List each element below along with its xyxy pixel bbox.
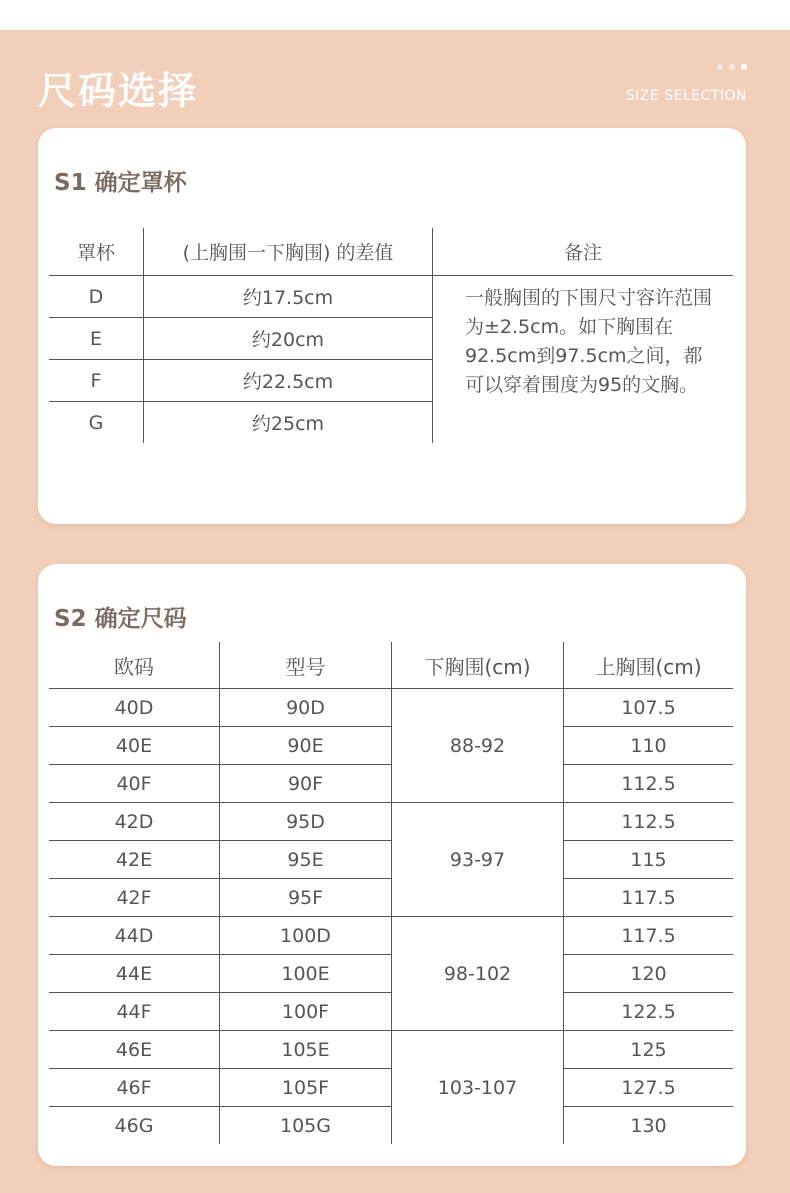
table-row xyxy=(49,1031,733,1069)
model-cell: 90F xyxy=(220,765,392,803)
eu-size-cell: 42E xyxy=(49,841,220,879)
table-row xyxy=(49,689,733,727)
column-header: 下胸围(cm) xyxy=(392,642,564,689)
table-header-row xyxy=(49,642,733,689)
underbust-cell: 98-102 xyxy=(392,917,564,1031)
overbust-cell: 117.5 xyxy=(564,879,734,917)
cup-cell: E xyxy=(49,318,144,360)
cup-cell: D xyxy=(49,276,144,318)
column-header: 欧码 xyxy=(49,642,220,689)
table-row xyxy=(49,955,733,993)
underbust-cell: 88-92 xyxy=(392,689,564,803)
column-header: 上胸围(cm) xyxy=(564,642,734,689)
eu-size-cell: 46E xyxy=(49,1031,220,1069)
model-cell: 90D xyxy=(220,689,392,727)
table-row xyxy=(49,841,733,879)
page-title: 尺码选择 xyxy=(38,69,199,113)
overbust-cell: 120 xyxy=(564,955,734,993)
eu-size-cell: 44E xyxy=(49,955,220,993)
eu-size-cell: 42F xyxy=(49,879,220,917)
table-row xyxy=(49,803,733,841)
model-cell: 95D xyxy=(220,803,392,841)
eu-size-cell: 44D xyxy=(49,917,220,955)
overbust-cell: 122.5 xyxy=(564,993,734,1031)
model-cell: 100F xyxy=(220,993,392,1031)
overbust-cell: 127.5 xyxy=(564,1069,734,1107)
cup-section-title: S1 确定罩杯 xyxy=(54,170,187,196)
diff-cell: 约25cm xyxy=(144,402,433,444)
size-card xyxy=(38,564,746,1166)
dot xyxy=(729,64,735,70)
column-header: 罩杯 xyxy=(49,228,144,276)
model-cell: 105G xyxy=(220,1107,392,1145)
column-header: 型号 xyxy=(220,642,392,689)
cup-cell: G xyxy=(49,402,144,444)
eu-size-cell: 44F xyxy=(49,993,220,1031)
note-cell: 一般胸围的下围尺寸容许范围为±2.5cm。如下胸围在92.5cm到97.5cm之间，都可以穿着围度为95的文胸。 xyxy=(465,287,713,396)
size-table xyxy=(49,642,733,1144)
size-guide-panel xyxy=(0,30,790,1193)
model-cell: 100D xyxy=(220,917,392,955)
cup-table xyxy=(49,228,733,443)
cup-card xyxy=(38,128,746,524)
overbust-cell: 130 xyxy=(564,1107,734,1145)
overbust-cell: 110 xyxy=(564,727,734,765)
pagination-dots xyxy=(717,64,747,70)
model-cell: 105E xyxy=(220,1031,392,1069)
page-subtitle: SIZE SELECTION xyxy=(625,88,747,104)
table-header-row xyxy=(49,228,733,276)
underbust-cell: 103-107 xyxy=(392,1031,564,1145)
overbust-cell: 125 xyxy=(564,1031,734,1069)
overbust-cell: 107.5 xyxy=(621,696,676,719)
table-row xyxy=(49,993,733,1031)
underbust-cell: 93-97 xyxy=(392,803,564,917)
eu-size-cell: 46F xyxy=(49,1069,220,1107)
eu-size-cell: 46G xyxy=(49,1107,220,1145)
cup-cell: F xyxy=(49,360,144,402)
model-cell: 95F xyxy=(220,879,392,917)
table-row xyxy=(49,765,733,803)
table-row xyxy=(49,879,733,917)
model-cell: 100E xyxy=(220,955,392,993)
table-row xyxy=(49,727,733,765)
size-section-title: S2 确定尺码 xyxy=(54,606,187,632)
overbust-cell: 115 xyxy=(564,841,734,879)
column-header: 备注 xyxy=(433,228,734,276)
overbust-cell: 112.5 xyxy=(564,803,734,841)
column-header: (上胸围一下胸围) 的差值 xyxy=(144,228,433,276)
table-row xyxy=(49,1107,733,1145)
dot xyxy=(717,64,723,70)
eu-size-cell: 40F xyxy=(49,765,220,803)
eu-size-cell: 40D xyxy=(49,689,220,727)
diff-cell: 约22.5cm xyxy=(144,360,433,402)
diff-cell: 约17.5cm xyxy=(144,276,433,318)
diff-cell: 约20cm xyxy=(144,318,433,360)
table-row xyxy=(49,276,733,318)
overbust-cell: 117.5 xyxy=(564,917,734,955)
table-row xyxy=(49,1069,733,1107)
overbust-cell: 112.5 xyxy=(564,765,734,803)
dot-active xyxy=(741,64,747,70)
table-row xyxy=(49,917,733,955)
model-cell: 90E xyxy=(220,727,392,765)
eu-size-cell: 42D xyxy=(49,803,220,841)
eu-size-cell: 40E xyxy=(49,727,220,765)
model-cell: 105F xyxy=(220,1069,392,1107)
model-cell: 95E xyxy=(220,841,392,879)
